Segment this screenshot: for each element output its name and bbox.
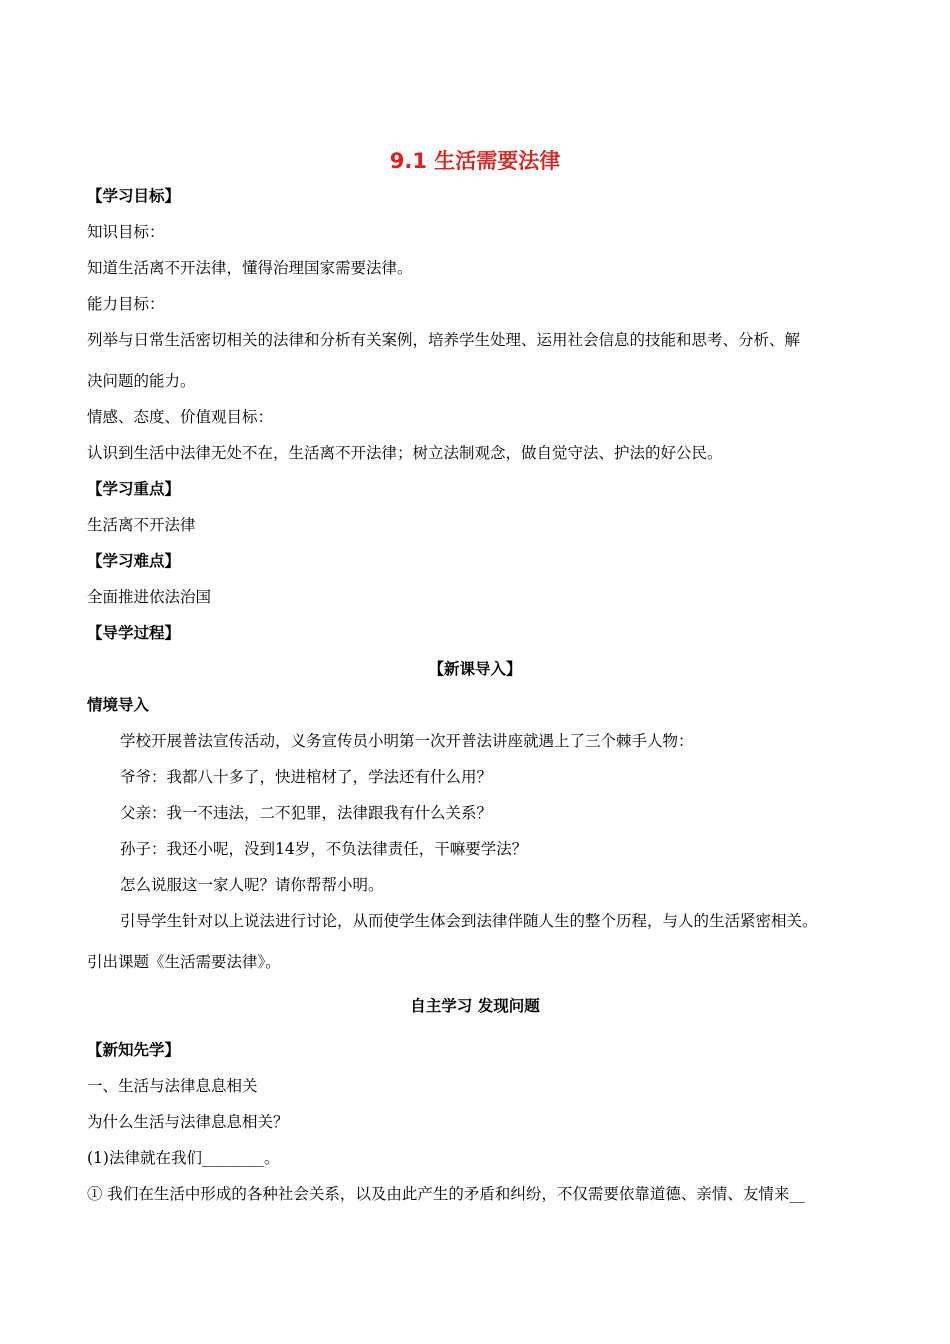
heading-guided-process: 【导学过程】 xyxy=(87,624,181,642)
document-title: 9.1 生活需要法律 xyxy=(389,149,561,173)
lead-topic: 引出课题《生活需要法律》。 xyxy=(87,953,281,971)
knowledge-goal-label: 知识目标： xyxy=(87,223,165,241)
fill-blank-1: (1)法律就在我们________。 xyxy=(87,1149,280,1167)
question-why: 为什么生活与法律息息相关？ xyxy=(87,1113,289,1131)
emotion-goal-label: 情感、态度、价值观目标： xyxy=(87,408,274,426)
heading-learning-goals: 【学习目标】 xyxy=(87,187,181,205)
dialogue-grandpa: 爷爷：我都八十多了，快进棺材了，学法还有什么用？ xyxy=(120,768,493,786)
heading-self-study: 自主学习 发现问题 xyxy=(410,997,540,1015)
knowledge-goal-text: 知道生活离不开法律，懂得治理国家需要法律。 xyxy=(87,259,413,277)
dialogue-father: 父亲：我一不违法，二不犯罪，法律跟我有什么关系？ xyxy=(120,804,493,822)
heading-new-lesson-intro: 【新课导入】 xyxy=(428,660,522,678)
situation-paragraph: 学校开展普法宣传活动，义务宣传员小明第一次开普法讲座就遇上了三个棘手人物： xyxy=(120,732,694,750)
heading-new-knowledge: 【新知先学】 xyxy=(87,1041,181,1059)
emotion-goal-text: 认识到生活中法律无处不在，生活离不开法律；树立法制观念，做自觉守法、护法的好公民。 xyxy=(87,444,723,462)
question-persuade: 怎么说服这一家人呢？请你帮帮小明。 xyxy=(120,876,384,894)
heading-situation-intro: 情境导入 xyxy=(87,696,150,714)
ability-goal-text-2: 决问题的能力。 xyxy=(87,372,196,390)
section-one-title: 一、生活与法律息息相关 xyxy=(87,1077,258,1095)
fill-blank-2: ① 我们在生活中形成的各种社会关系，以及由此产生的矛盾和纠纷，不仅需要依靠道德、亲情、友情来__ xyxy=(87,1185,805,1203)
heading-key-points: 【学习重点】 xyxy=(87,480,181,498)
key-points-text: 生活离不开法律 xyxy=(87,516,196,534)
ability-goal-text-1: 列举与日常生活密切相关的法律和分析有关案例，培养学生处理、运用社会信息的技能和思考、分析、解 xyxy=(87,331,801,349)
guide-discussion: 引导学生针对以上说法进行讨论，从而使学生体会到法律伴随人生的整个历程，与人的生活紧密相关。 xyxy=(120,912,818,930)
dialogue-grandson: 孙子：我还小呢，没到14岁，不负法律责任，干嘛要学法？ xyxy=(120,840,528,858)
ability-goal-label: 能力目标： xyxy=(87,295,165,313)
difficulties-text: 全面推进依法治国 xyxy=(87,588,212,606)
heading-difficulties: 【学习难点】 xyxy=(87,552,181,570)
